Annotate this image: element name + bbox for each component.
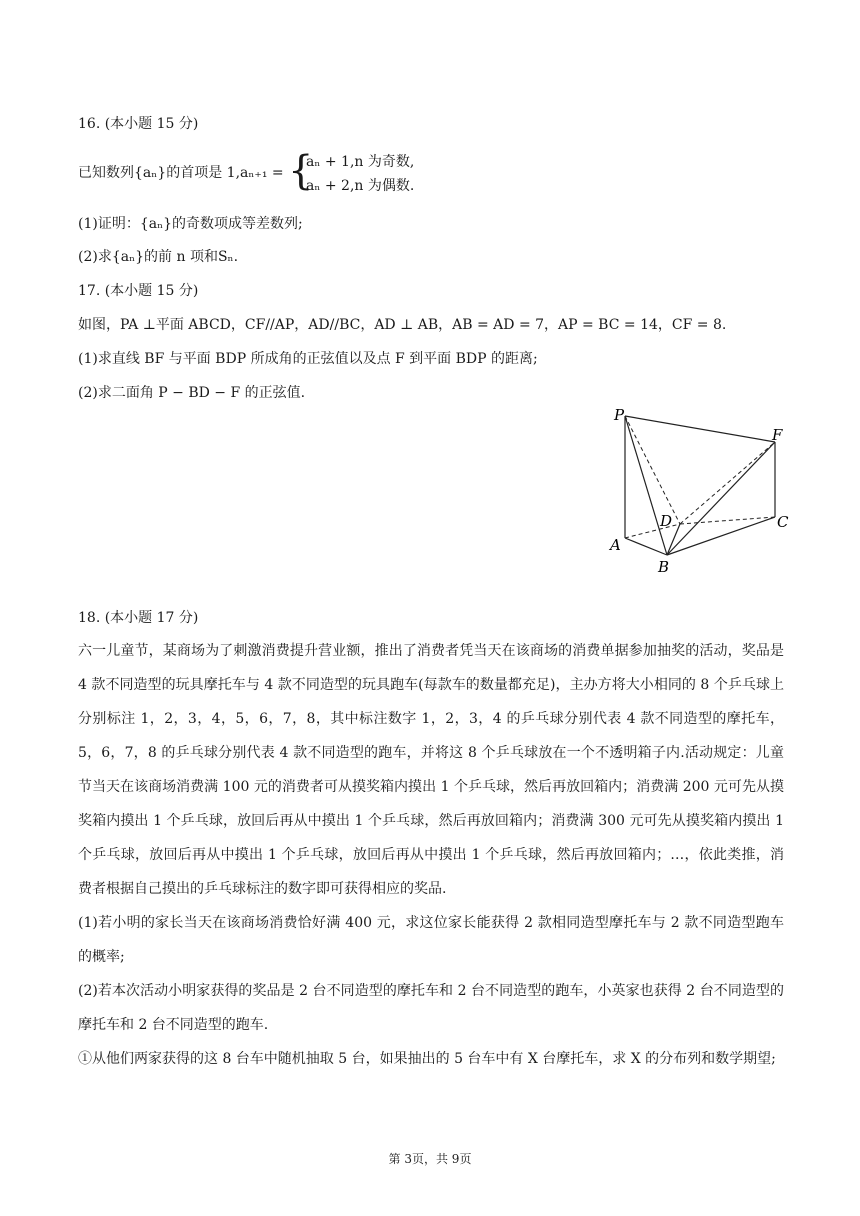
q18-header: 18. (本小题 17 分): [78, 610, 199, 626]
piecewise-brace: {: [288, 148, 314, 194]
edge-AB: [625, 538, 667, 555]
q16-case-odd: aₙ + 1,n 为奇数,: [306, 154, 415, 170]
q16-header: 16. (本小题 15 分): [78, 116, 199, 132]
q16-given-lead: 已知数列{aₙ}的首项是 1,aₙ₊₁ =: [78, 165, 284, 181]
q17-given: 如图，PA ⊥平面 ABCD，CF//AP，AD//BC，AD ⊥ AB，AB = AD = 7，AP = BC = 14，CF = 8.: [78, 317, 727, 333]
label-C: C: [777, 513, 789, 531]
q17-part2: (2)求二面角 P − BD − F 的正弦值.: [78, 385, 306, 401]
q18-part1: (1)若小明的家长当天在该商场消费恰好满 400 元，求这位家长能获得 2 款相同造型摩托车与 2 款不同造型跑车的概率;: [78, 915, 784, 965]
label-B: B: [658, 558, 670, 576]
edge-BF: [667, 442, 775, 555]
edge-DC: [680, 517, 775, 524]
q18-body: 六一儿童节，某商场为了刺激消费提升营业额，推出了消费者凭当天在该商场的消费单据参加抽奖的活动，奖品是 4 款不同造型的玩具摩托车与 4 款不同造型的玩具跑车(每款车的数量都充足)，主办方将大小相同的 8 个乒乓球上分别标注 1，2，3，4，5，6，7，8，其中标注数字 1，2，3，4 的乒乓球分别代表 4 款不同造型的摩托车，5，6，7，8 的乒乓球分别代表 4 款不同造型的跑车，并将这 8 个乒乓球放在一个不透明箱子内.活动规定：儿童节当天在该商场消费满 100 元的消费者可从摸奖箱内摸出 1 个乒乓球，然后再放回箱内；消费满 200 元可先从摸奖箱内摸出 1 个乒乓球，放回后再从中摸出 1 个乒乓球，然后再放回箱内；消费满 300 元可先从摸奖箱内摸出 1 个乒乓球，放回后再从中摸出 1 个乒乓球，放回后再从中摸出 1 个乒乓球，然后再放回箱内；…，依此类推，消费者根据自己摸出的乒乓球标注的数字即可获得相应的奖品.: [78, 643, 784, 897]
label-D: D: [660, 512, 673, 530]
q18-part2: (2)若本次活动小明家获得的奖品是 2 台不同造型的摩托车和 2 台不同造型的跑车，小英家也获得 2 台不同造型的摩托车和 2 台不同造型的跑车.: [78, 983, 784, 1033]
q16-part1: (1)证明：{aₙ}的奇数项成等差数列;: [78, 216, 303, 232]
edge-PF: [625, 416, 775, 442]
q17-part1: (1)求直线 BF 与平面 BDP 所成角的正弦值以及点 F 到平面 BDP 的距离;: [78, 351, 538, 367]
q16-case-even: aₙ + 2,n 为偶数.: [306, 178, 415, 194]
q18-sub1: ①从他们两家获得的这 8 台车中随机抽取 5 台，如果抽出的 5 台车中有 X 台摩托车，求 X 的分布列和数学期望;: [78, 1051, 776, 1067]
label-A: A: [610, 536, 621, 554]
label-F: F: [772, 426, 783, 444]
edge-DF: [680, 442, 775, 524]
label-P: P: [614, 406, 625, 424]
edge-BC: [667, 517, 775, 555]
q17-header: 17. (本小题 15 分): [78, 283, 199, 299]
q16-part2: (2)求{aₙ}的前 n 项和Sₙ.: [78, 249, 239, 265]
page-footer: 第 3页，共 9页: [388, 1152, 472, 1166]
q17-figure: [600, 400, 800, 580]
